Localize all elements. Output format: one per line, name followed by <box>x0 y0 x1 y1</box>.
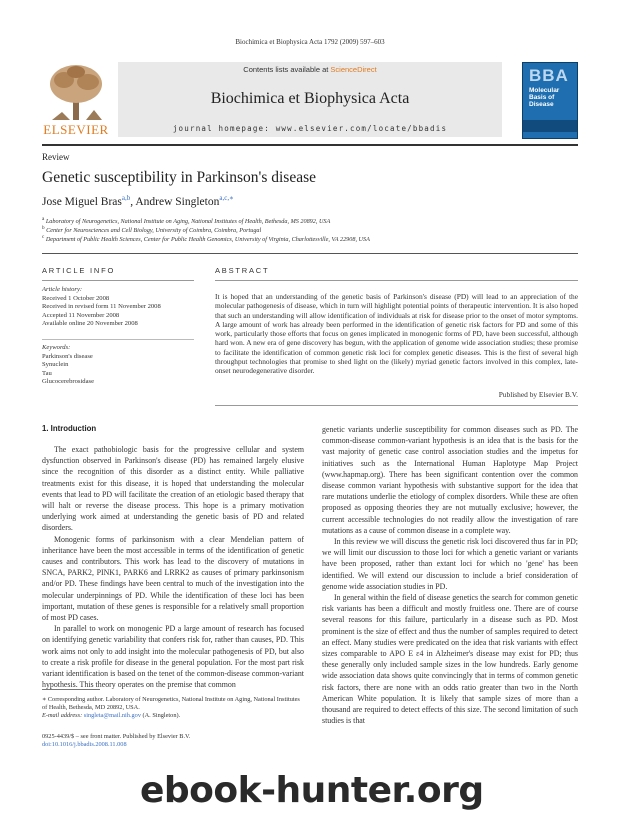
sciencedirect-link[interactable]: ScienceDirect <box>330 65 377 74</box>
corresponding-author: ∗ Corresponding author. Laboratory of Neurogenetics, National Institute on Aging, National Institutes of Health, Bethesda, MD 20892, USA. <box>42 696 300 711</box>
author-affiliation-link[interactable]: a,c,∗ <box>219 194 234 202</box>
footnote-rule <box>42 689 100 690</box>
keyword: Tau <box>42 369 52 377</box>
issn-line: 0925-4439/$ – see front matter. Published by Elsevier B.V. <box>42 733 191 740</box>
article-history <box>42 286 187 329</box>
front-matter <box>42 733 304 749</box>
article-title: Genetic susceptibility in Parkinson's disease <box>42 169 316 186</box>
history-item: Accepted 11 November 2008 <box>42 311 120 319</box>
abstract-bottom-rule <box>215 405 578 406</box>
article-type: Review <box>42 152 70 162</box>
watermark-text: ebook-hunter.org <box>140 770 484 811</box>
email-line <box>42 712 304 720</box>
corresponding-author-note <box>42 696 304 720</box>
email-label: E-mail address: <box>42 712 84 719</box>
author-separator: , <box>130 195 136 208</box>
published-by: Published by Elsevier B.V. <box>498 390 578 399</box>
keywords-label: Keywords: <box>42 344 71 351</box>
paragraph: Monogenic forms of parkinsonism with a clear Mendelian pattern of inheritance have been the most accessible in terms of the identification of genetic causes and contributors. This work has lead to the discovery of mutations in SNCA, PARK2, PINK1, PARK6 and LRRK2 as causes of primary parkinsonism and/or PD. These findings have been central to much of the investigation into the molecular underpinnings of PD. While the identification of these loci has been important, mutation of these genes is responsible for a relatively small proportion of most PD cases. <box>42 534 304 623</box>
author-name: Andrew Singleton <box>135 195 220 208</box>
history-item: Available online 20 November 2008 <box>42 320 138 327</box>
affiliation: $^c$ Department of Public Health Sciences, Center for Public Health Genomics, University of Virginia, Charlottesville, VA 22908, USA <box>42 234 370 244</box>
elsevier-logo[interactable] <box>42 62 110 136</box>
history-item: Received in revised form 11 November 2008 <box>42 303 161 310</box>
journal-homepage-link[interactable]: journal homepage: www.elsevier.com/locate/bbadis <box>172 124 448 133</box>
affiliation: $^a$ Laboratory of Neurogenetics, National Institute on Aging, National Institutes of Health, Bethesda, MS 20892, USA <box>42 216 331 226</box>
body-column-left <box>42 444 304 690</box>
paragraph: The exact pathobiologic basis for the progressive cellular and system dysfunction observed in Parkinson's disease (PD) has remained largely elusive since the recognition of this disorder as a distinct entity. While palliative treatments exist for this disease, it is hoped that understanding the molecular events that lead to PD will facilitate the creation of an etiologic based therapy that will halt or reverse the disease process. This hope is a primary motivation underlying work aimed at understanding the genetic basis of PD and related disorders. <box>42 445 304 533</box>
contents-line <box>118 65 502 74</box>
cover-letters: BBA <box>529 66 569 85</box>
history-item: Received 1 October 2008 <box>42 294 110 302</box>
journal-title: Biochimica et Biophysica Acta <box>210 90 410 107</box>
banner-divider <box>42 144 578 146</box>
affiliation: $^b$ Center for Neurosciences and Cell Biology, University of Coimbra, Coimbra, Portugal <box>42 225 262 235</box>
article-info-heading: ARTICLE INFO <box>42 266 116 275</box>
keywords <box>42 344 187 387</box>
journal-masthead <box>118 62 502 137</box>
article-info-rule <box>42 280 194 281</box>
contents-prefix: Contents lists available at <box>243 65 331 74</box>
doi-link[interactable]: doi:10.1016/j.bbadis.2008.11.008 <box>42 741 127 748</box>
abstract-rule <box>215 280 578 281</box>
section-heading: 1. Introduction <box>42 424 97 433</box>
header-divider <box>42 253 578 254</box>
running-header: Biochimica et Biophysica Acta 1792 (2009) 597–603 <box>235 38 385 46</box>
author-affiliation-link[interactable]: a,b <box>121 194 131 202</box>
cover-subtitle: Molecular Basis of Disease <box>529 87 560 108</box>
journal-banner <box>42 62 578 139</box>
paragraph: In parallel to work on monogenic PD a large amount of research has focused on identifying genetic variability that confers risk for, rather than causes, PD. This work aims not only to add insight into the molecular pathogenesis of PD, but also to create a risk profile for disease in the general population. For the most part risk variant identification is based on the tenet of the common-disease common-variant hypothesis. This theory operates on the premise that common <box>42 624 304 690</box>
author-list <box>42 194 234 208</box>
abstract-text: It is hoped that an understanding of the genetic basis of Parkinson's disease (PD) will lead to an appreciation of the molecular pathogenesis of disease, which in turn will highlight potential points of therapeutic intervention. It is also hoped that such an understanding will allow identification of individuals at risk for disease prior to the onset of motor symptoms. A large amount of work has already been performed in the identification of genetic risk factors for PD and some of this work, particularly those efforts that focus on genes implicated in monogenic forms of PD, have been successful, although hard won. A new era of gene discovery has begun, with the application of genome wide association studies; these promise to facilitate the identification of common genetic risk loci for complex genetic diseases. This is the first of several high throughput technologies that promise to shed light on the (likely) myriad genetic factors involved in this complex, late-onset neurodegenerative disorder. <box>215 292 578 376</box>
cover-strip <box>523 120 577 132</box>
abstract-heading: ABSTRACT <box>215 266 270 275</box>
email-link[interactable]: singleta@mail.nih.gov <box>83 712 141 719</box>
keyword: Synuclein <box>42 361 69 368</box>
paragraph: In general within the field of disease genetics the search for common genetic risk variants has been a difficult and mostly fruitless one. There are of course several reasons for this failure, particularly in a disease such as PD. Most prominent is the size of effect and thus the number of samples required to detect an effect. Many studies were predicated on the idea that risk variants with effect sizes comparable to APO E ε4 in Alzheimer's disease may exist for PD; thus these generally only included sample sizes in the low hundreds. Early genome wide association data shows quite convincingly that in terms of common genetic risk factors, there are none with an odds ratio greater than two in the North American White population. It is likely that sample sizes of more than a thousand are required to detect effects of this size. The second limitation of such studies is that <box>322 593 578 726</box>
keyword: Parkinson's disease <box>42 352 93 360</box>
body-column-right <box>322 424 578 726</box>
keyword: Glucocerebrosidase <box>42 378 94 385</box>
history-label: Article history: <box>42 286 83 293</box>
author-name: Jose Miguel Bras <box>42 195 122 208</box>
journal-cover-image[interactable] <box>522 62 578 139</box>
publisher-logo-text: ELSEVIER <box>43 122 109 137</box>
paragraph: genetic variants underlie susceptibility for common diseases such as PD. The common-disease common-variant hypothesis is an idea that is the basis for the vast majority of genetic case control association studies and the impetus for initiatives such as the International Human Haplotype Map Project (www.hapmap.org). There has been significant contention over the common disease common variant hypothesis with substantive support for the idea that rare mutations underlie the etiology of complex disorders. While these are often proposed as opposing theories they are not mutually exclusive; however, the current accessible technologies do not readily allow the investigation of rare mutations as a cause of common disease in a complete way. <box>322 425 578 535</box>
paragraph: In this review we will discuss the genetic risk loci discovered thus far in PD; we will limit our discussion to those loci for which a genetic variant or variants have been proposed, rather than extant loci for which no 'gene' has been identified. We will extend our discussion to include a brief consideration of genome wide association studies in PD. <box>322 537 578 591</box>
email-suffix: (A. Singleton). <box>140 712 181 719</box>
keywords-rule <box>42 339 194 340</box>
